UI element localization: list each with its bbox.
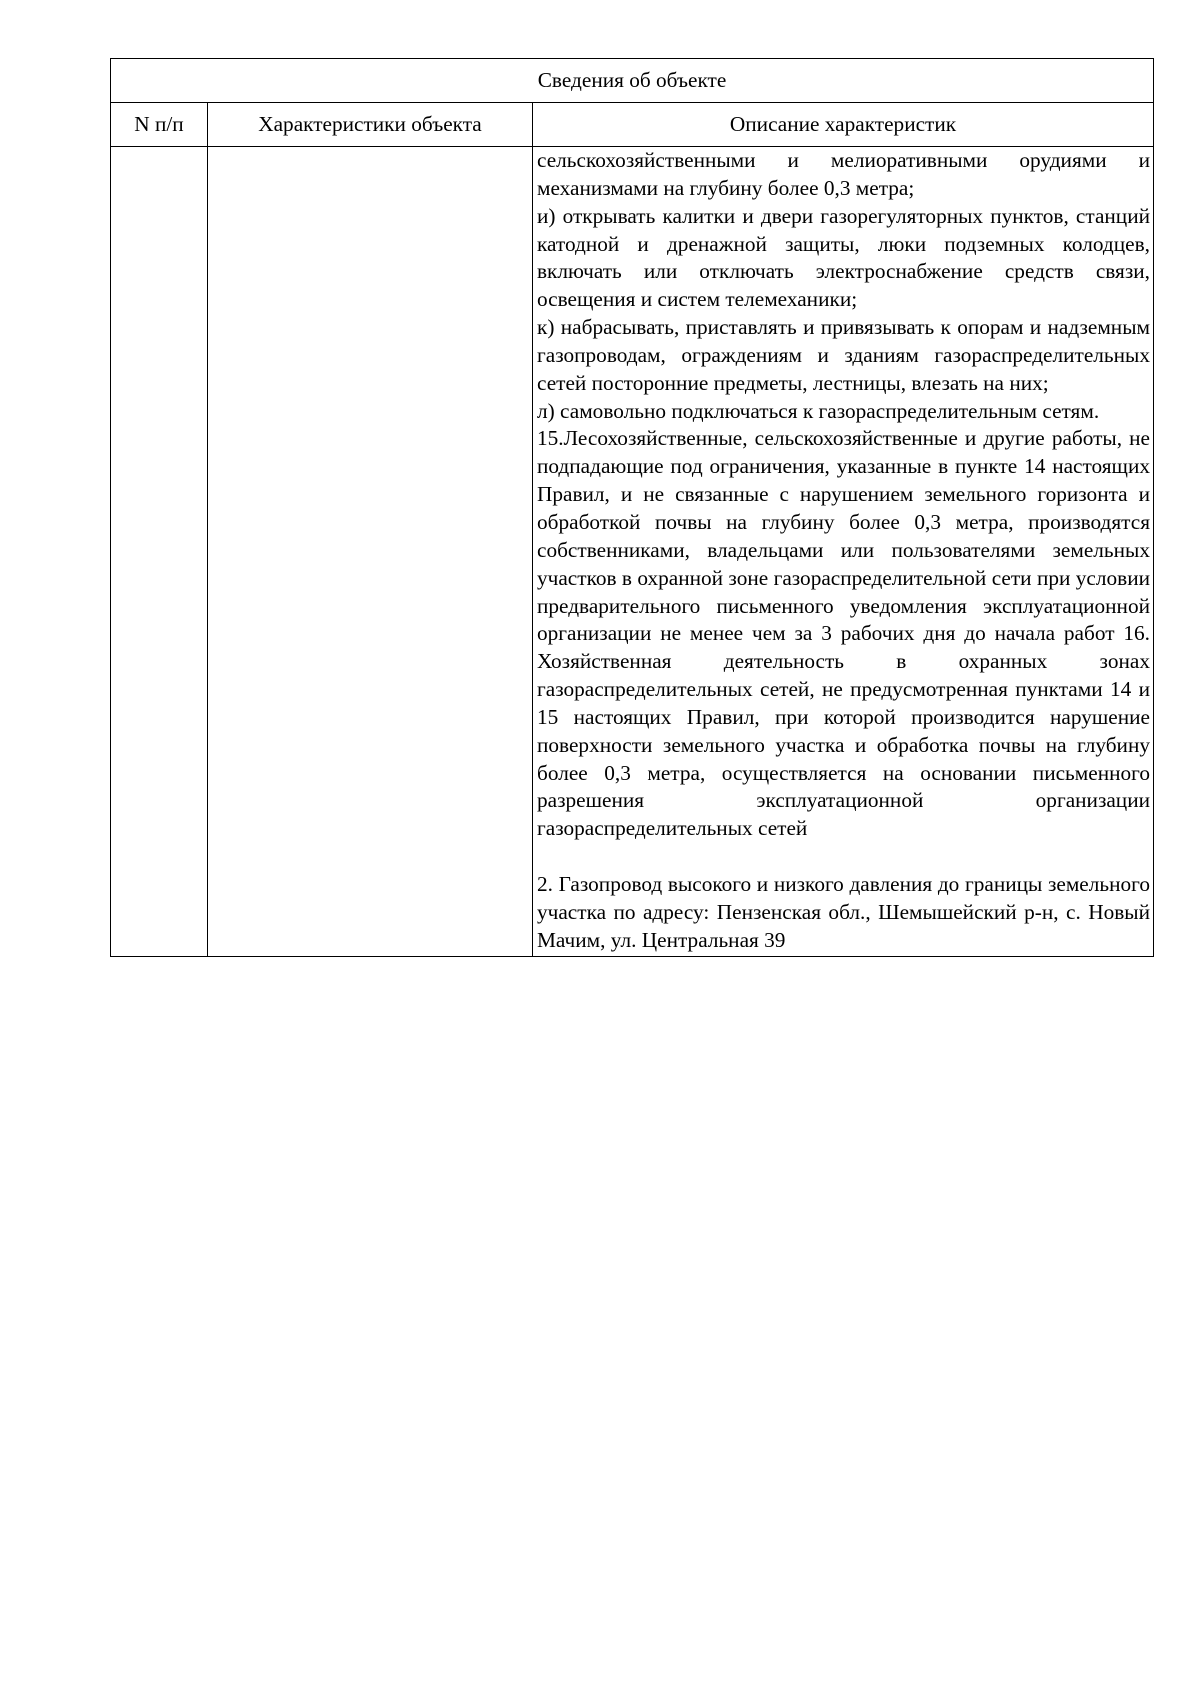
- description-paragraph: сельскохозяйственными и мелиоративными орудиями и механизмами на глубину более 0,3 метра;: [537, 148, 1150, 200]
- cell-description: [533, 147, 1154, 957]
- header-description: Описание характеристик: [533, 103, 1154, 147]
- header-characteristics: Характеристики объекта: [208, 103, 533, 147]
- paragraph-gap: [537, 843, 1150, 871]
- description-paragraph: 15.Лесохозяйственные, сельскохозяйственные и другие работы, не подпадающие под ограничения, указанные в пункте 14 настоящих Правил, и не связанные с нарушением земельного горизонта и обработкой почвы на глубину более 0,3 метра, производятся собственниками, владельцами или пользователями земельных участков в охранной зоне газораспределительной сети при условии предварительного письменного уведомления эксплуатационной организации не менее чем за 3 рабочих дня до начала работ 16. Хозяйственная деятельность в охранных зонах газораспределительных сетей, не предусмотренная пунктами 14 и 15 настоящих Правил, при которой производится нарушение поверхности земельного участка и обработка почвы на глубину более 0,3 метра, осуществляется на основании письменного разрешения эксплуатационной организации газораспределительных сетей: [537, 426, 1150, 841]
- header-number: N п/п: [111, 103, 208, 147]
- table-caption: Сведения об объекте: [111, 59, 1154, 103]
- table-row: [111, 147, 1154, 957]
- caption-row: [111, 59, 1154, 103]
- description-paragraph: и) открывать калитки и двери газорегуляторных пунктов, станций катодной и дренажной защиты, люки подземных колодцев, включать или отключать электроснабжение средств связи, освещения и систем телемеханики;: [537, 203, 1150, 312]
- header-row: [111, 103, 1154, 147]
- description-paragraph: л) самовольно подключаться к газораспределительным сетям.: [537, 398, 1100, 423]
- address-paragraph: 2. Газопровод высокого и низкого давления до границы земельного участка по адресу: Пензенская обл., Шемышейский р-н, с. Новый Мачим, ул. Центральная 39: [537, 871, 1150, 952]
- cell-number: [111, 147, 208, 957]
- object-info-table: [110, 58, 1154, 957]
- description-paragraph: к) набрасывать, приставлять и привязывать к опорам и надземным газопроводам, ограждениям и зданиям газораспределительных сетей посторонние предметы, лестницы, влезать на них;: [537, 315, 1150, 395]
- cell-characteristics: [208, 147, 533, 957]
